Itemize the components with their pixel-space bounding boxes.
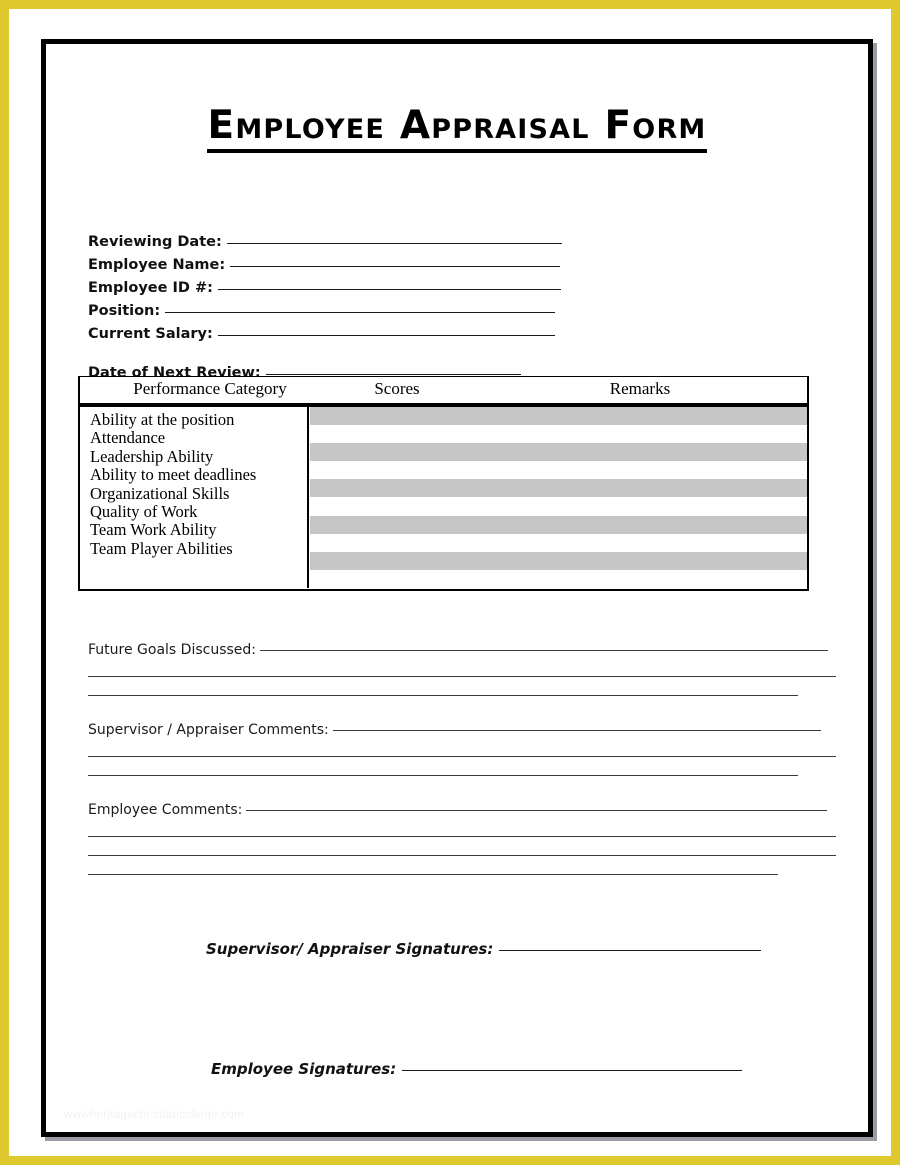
field-reviewing-date[interactable] (88, 234, 562, 250)
comment-write-in-line[interactable] (333, 730, 821, 731)
comment-first-line[interactable] (88, 642, 836, 658)
table-row[interactable] (310, 461, 807, 479)
comment-label: Employee Comments: (88, 802, 243, 818)
category-label: Quality of Work (90, 502, 198, 522)
comment-write-in-line[interactable] (88, 756, 836, 757)
field-position[interactable] (88, 303, 555, 319)
category-label: Organizational Skills (90, 483, 230, 503)
field-label: Employee ID #: (88, 280, 213, 296)
category-column-divider (307, 407, 309, 588)
scores-remarks-entry-area[interactable] (310, 407, 807, 588)
field-write-in-line[interactable] (165, 312, 555, 313)
source-watermark: wwwheritagechristiancollege.com (64, 1109, 244, 1121)
table-row[interactable] (310, 534, 807, 552)
field-write-in-line[interactable] (230, 266, 560, 267)
document-body (46, 44, 868, 1132)
table-row[interactable] (310, 443, 807, 461)
signature-employee-signatures[interactable] (211, 1060, 742, 1078)
column-header-performance-category: Performance Category (133, 379, 287, 398)
table-row[interactable] (310, 497, 807, 515)
comment-write-in-line[interactable] (88, 695, 798, 696)
comment-first-line[interactable] (88, 802, 836, 818)
field-label: Position: (88, 303, 161, 319)
page-title-text: Employee Appraisal Form (207, 106, 706, 153)
category-label: Ability to meet deadlines (90, 465, 257, 485)
signature-write-in-line[interactable] (499, 950, 761, 951)
comment-block-future-goals-discussed (88, 642, 836, 696)
column-header-remarks: Remarks (609, 379, 671, 398)
comment-write-in-line[interactable] (88, 874, 778, 875)
signature-label: Employee Signatures: (211, 1060, 397, 1078)
signature-label: Supervisor/ Appraiser Signatures: (206, 940, 494, 958)
category-label: Ability at the position (90, 410, 235, 429)
field-employee-id[interactable] (88, 280, 561, 296)
table-row[interactable] (310, 552, 807, 570)
table-body (80, 407, 807, 588)
table-row[interactable] (310, 570, 807, 588)
field-write-in-line[interactable] (218, 335, 555, 336)
signature-supervisor-appraiser-signatures[interactable] (206, 940, 761, 958)
comment-write-in-line[interactable] (88, 775, 798, 776)
page-title (46, 103, 868, 153)
comment-block-employee-comments (88, 802, 836, 875)
comment-write-in-line[interactable] (246, 810, 827, 811)
field-label: Reviewing Date: (88, 234, 222, 250)
category-label: Team Work Ability (90, 520, 217, 540)
comment-block-supervisor-appraiser-comments (88, 722, 836, 776)
field-label: Date of Next Review: (88, 365, 261, 381)
signature-write-in-line[interactable] (402, 1070, 742, 1071)
table-row[interactable] (310, 407, 807, 425)
comment-label: Supervisor / Appraiser Comments: (88, 722, 329, 738)
field-employee-name[interactable] (88, 257, 560, 273)
comment-write-in-line[interactable] (88, 855, 836, 856)
comment-write-in-line[interactable] (260, 650, 828, 651)
comment-write-in-line[interactable] (88, 676, 836, 677)
comment-first-line[interactable] (88, 722, 836, 738)
performance-scores-table (78, 376, 809, 591)
category-label: Attendance (90, 428, 166, 448)
comment-write-in-line[interactable] (88, 836, 836, 837)
field-current-salary[interactable] (88, 326, 555, 342)
field-label: Employee Name: (88, 257, 226, 273)
column-header-scores: Scores (374, 379, 420, 398)
table-row[interactable] (310, 479, 807, 497)
category-label: Team Player Abilities (90, 538, 233, 558)
table-row[interactable] (310, 425, 807, 443)
comment-label: Future Goals Discussed: (88, 642, 256, 658)
table-row[interactable] (310, 516, 807, 534)
field-label: Current Salary: (88, 326, 213, 342)
field-write-in-line[interactable] (227, 243, 562, 244)
category-label: Leadership Ability (90, 446, 214, 466)
table-header-row (80, 377, 807, 407)
field-write-in-line[interactable] (218, 289, 561, 290)
form-sheet (41, 39, 873, 1137)
field-write-in-line[interactable] (266, 374, 521, 375)
category-label-column (90, 411, 305, 558)
